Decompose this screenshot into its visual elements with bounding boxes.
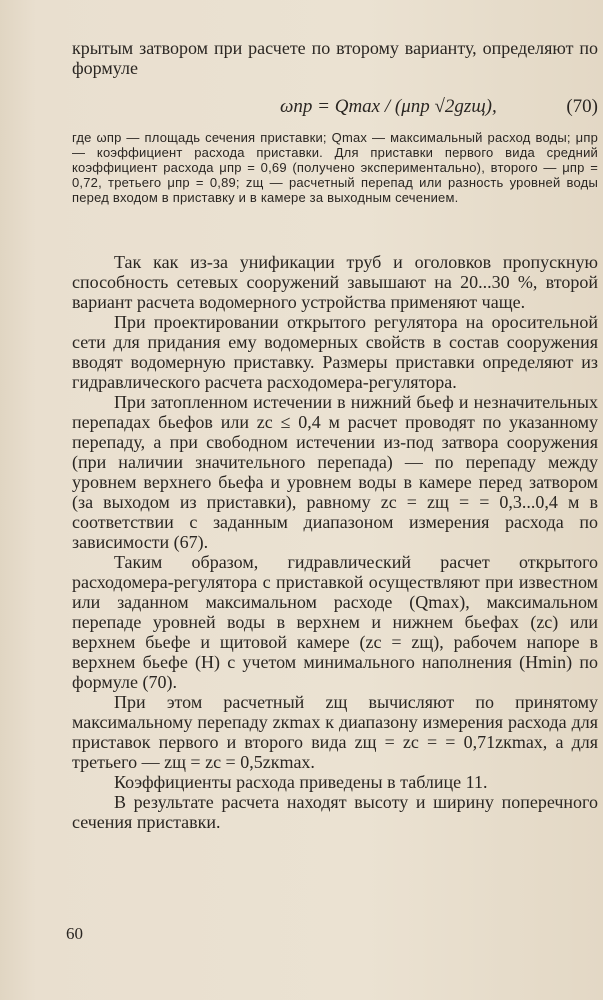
paragraph: Так как из-за унификации труб и оголовков пропускную способность сетевых сооружений завышают на 20...30 %, второй вариант расчета водомерного устройства применяют чаще. xyxy=(72,252,598,312)
paragraph: Таким образом, гидравлический расчет открытого расходомера-регулятора с приставкой осуществляют при известном или заданном максимальном расходе (Qmax), максимальном перепаде уровней воды в верхнем и нижнем бьефах (zс) или верхнем бьефе и щитовой камере (zс = zщ), рабочем напоре в верхнем бьефе (H) с учетом минимального наполнения (Hmin) по формуле (70). xyxy=(72,552,598,692)
formula-70: ωпр = Qmax / (μпр √2gzщ), xyxy=(280,96,497,117)
paragraph: При этом расчетный zщ вычисляют по принятому максимальному перепаду zкmax к диапазону измерения расхода для приставок первого и второго вида zщ = zс = = 0,71zкmax, а для третьего — zщ = zс = 0,5zкmax. xyxy=(72,692,598,772)
formula-note: где ωпр — площадь сечения приставки; Qmax — максимальный расход воды; μпр — коэффициент расхода приставки. Для приставки первого вида средний коэффициент расхода μпр = 0,69 (получено экспериментально), второго — μпр = 0,72, третьего μпр = 0,89; zщ — расчетный перепад или разность уровней воды перед входом в приставку и в камере за выходным сечением. xyxy=(72,130,598,205)
paragraph: При проектировании открытого регулятора на оросительной сети для придания ему водомерных свойств в состав сооружения вводят водомерную приставку. Размеры приставки определяют из гидравлического расчета расходомера-регулятора. xyxy=(72,312,598,392)
main-text xyxy=(72,252,598,832)
paragraph: В результате расчета находят высоту и ширину поперечного сечения приставки. xyxy=(72,792,598,832)
formula-row xyxy=(72,96,598,120)
page-number: 60 xyxy=(66,924,83,943)
paragraph: Коэффициенты расхода приведены в таблице 11. xyxy=(114,772,488,792)
paragraph: При затопленном истечении в нижний бьеф и незначительных перепадах бьефов или zс ≤ 0,4 м расчет проводят по указанному перепаду, а при свободном истечении из-под затвора сооружения (при наличии значительного перепада) — по перепаду между уровнем верхнего бьефа и уровнем воды в камере перед затвором (за выходом из приставки), равному zс = zщ = = 0,3...0,4 м в соответствии с заданным диапазоном измерения расхода по зависимости (67). xyxy=(72,392,598,552)
intro-text: крытым затвором при расчете по второму варианту, определяют по формуле xyxy=(72,38,598,78)
equation-number: (70) xyxy=(566,96,598,117)
